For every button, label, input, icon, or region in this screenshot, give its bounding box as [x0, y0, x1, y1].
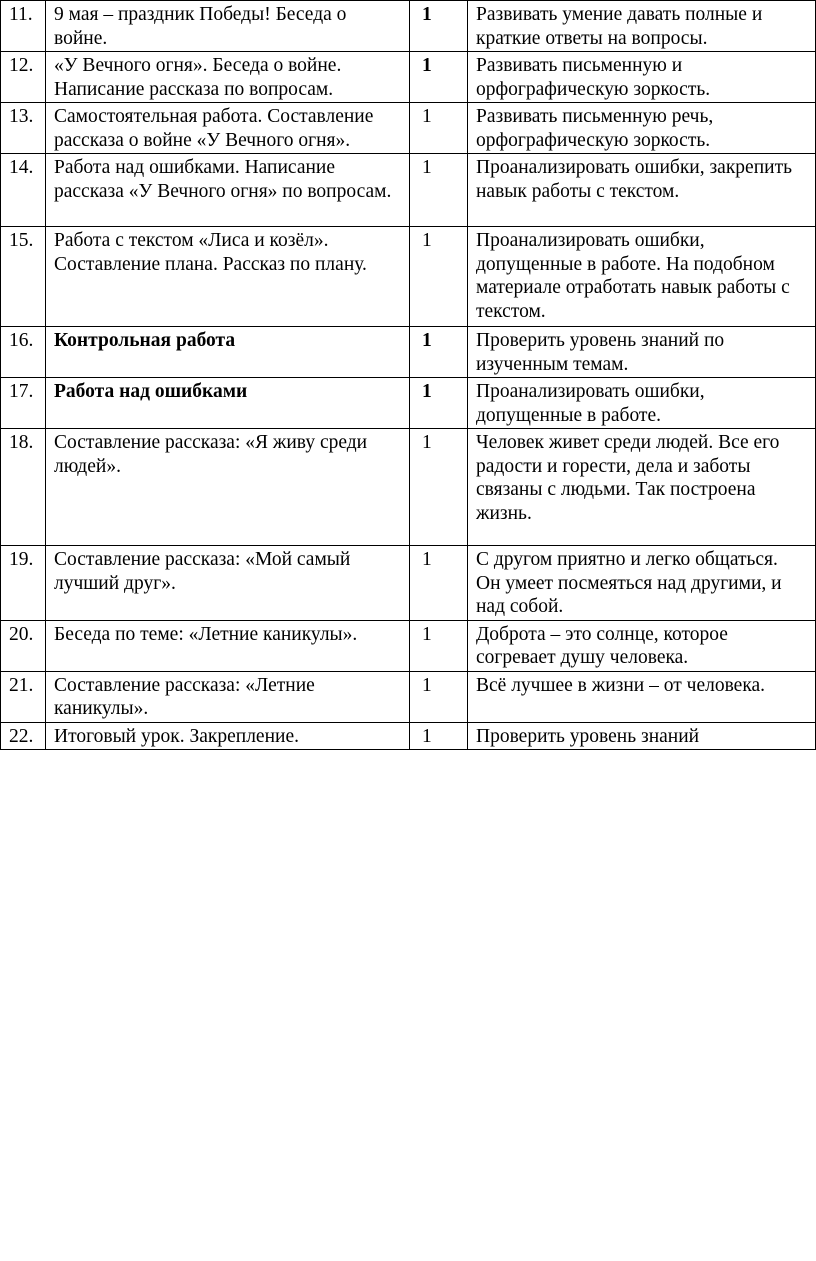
row-number: 22. [1, 722, 46, 750]
table-row [1, 378, 816, 429]
row-number: 21. [1, 671, 46, 722]
lesson-hours: 1 [410, 671, 468, 722]
table-row [1, 154, 816, 227]
table-row [1, 1, 816, 52]
lesson-goal: Проанализировать ошибки, допущенные в работе. На подобном материале отработать навык работы с текстом. [468, 227, 816, 327]
row-number: 18. [1, 429, 46, 546]
table-row [1, 52, 816, 103]
lesson-hours: 1 [410, 103, 468, 154]
lesson-goal: Проверить уровень знаний [468, 722, 816, 750]
lesson-topic: «У Вечного огня». Беседа о войне. Написание рассказа по вопросам. [46, 52, 410, 103]
row-number: 16. [1, 327, 46, 378]
row-number: 12. [1, 52, 46, 103]
lesson-topic: Контрольная работа [46, 327, 410, 378]
lesson-hours: 1 [410, 227, 468, 327]
lesson-topic: Составление рассказа: «Я живу среди людей». [46, 429, 410, 546]
lesson-hours: 1 [410, 327, 468, 378]
lesson-hours: 1 [410, 722, 468, 750]
row-number: 13. [1, 103, 46, 154]
row-number: 14. [1, 154, 46, 227]
lesson-hours: 1 [410, 52, 468, 103]
lesson-goal: Развивать письменную речь, орфографическую зоркость. [468, 103, 816, 154]
lesson-goal: Проверить уровень знаний по изученным темам. [468, 327, 816, 378]
lesson-hours: 1 [410, 154, 468, 227]
lesson-topic: Итоговый урок. Закрепление. [46, 722, 410, 750]
lesson-goal: Человек живет среди людей. Все его радости и горести, дела и заботы связаны с людьми. Так построена жизнь. [468, 429, 816, 546]
row-number: 19. [1, 546, 46, 621]
table-row [1, 722, 816, 750]
table-row [1, 103, 816, 154]
lesson-topic: Работа над ошибками [46, 378, 410, 429]
table-row [1, 620, 816, 671]
lesson-goal: Всё лучшее в жизни – от человека. [468, 671, 816, 722]
table-row [1, 227, 816, 327]
lesson-hours: 1 [410, 620, 468, 671]
lesson-topic: Составление рассказа: «Мой самый лучший друг». [46, 546, 410, 621]
lesson-goal: Развивать умение давать полные и краткие ответы на вопросы. [468, 1, 816, 52]
lesson-goal: С другом приятно и легко общаться. Он умеет посмеяться над другими, и над собой. [468, 546, 816, 621]
lesson-topic: Работа над ошибками. Написание рассказа «У Вечного огня» по вопросам. [46, 154, 410, 227]
lesson-topic: 9 мая – праздник Победы! Беседа о войне. [46, 1, 410, 52]
table-row [1, 327, 816, 378]
lesson-hours: 1 [410, 546, 468, 621]
lesson-hours: 1 [410, 378, 468, 429]
table-row [1, 546, 816, 621]
lesson-goal: Проанализировать ошибки, допущенные в работе. [468, 378, 816, 429]
lesson-goal: Развивать письменную и орфографическую зоркость. [468, 52, 816, 103]
row-number: 17. [1, 378, 46, 429]
lesson-hours: 1 [410, 429, 468, 546]
row-number: 20. [1, 620, 46, 671]
lesson-goal: Проанализировать ошибки, закрепить навык работы с текстом. [468, 154, 816, 227]
lesson-hours: 1 [410, 1, 468, 52]
lesson-topic: Самостоятельная работа. Составление рассказа о войне «У Вечного огня». [46, 103, 410, 154]
lesson-topic: Беседа по теме: «Летние каникулы». [46, 620, 410, 671]
row-number: 15. [1, 227, 46, 327]
table-row [1, 429, 816, 546]
lesson-topic: Составление рассказа: «Летние каникулы». [46, 671, 410, 722]
lesson-topic: Работа с текстом «Лиса и козёл». Составление плана. Рассказ по плану. [46, 227, 410, 327]
table-row [1, 671, 816, 722]
row-number: 11. [1, 1, 46, 52]
lesson-goal: Доброта – это солнце, которое согревает душу человека. [468, 620, 816, 671]
